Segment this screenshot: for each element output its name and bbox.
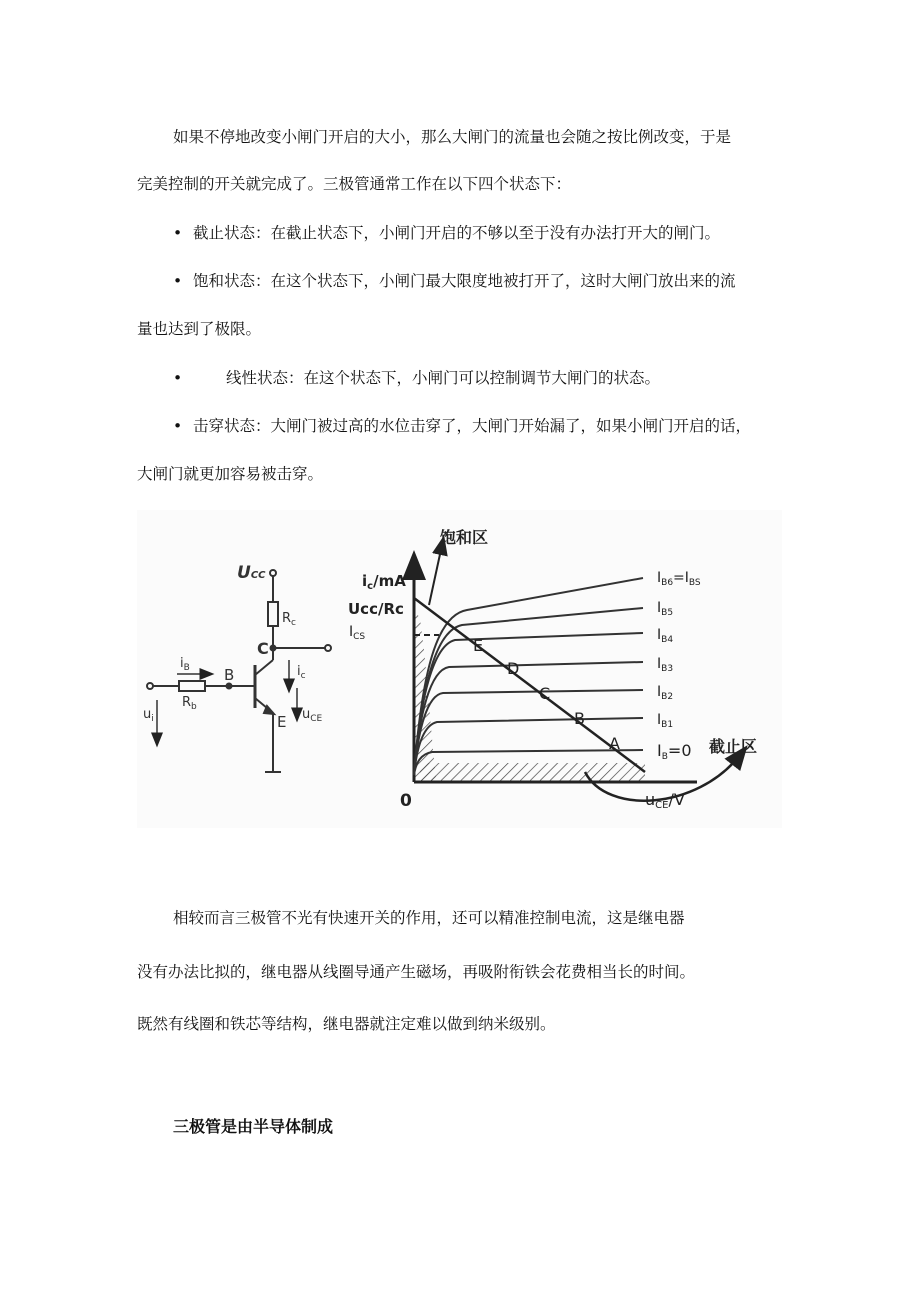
paragraph-2-line-3: 既然有线圈和铁芯等结构，继电器就注定难以做到纳米级别。 [137, 1015, 556, 1033]
ucc-label: UCC [237, 563, 266, 583]
y-axis-label: $i_c/mA$ [362, 572, 406, 592]
transistor-figure [137, 510, 782, 828]
bullet-marker: • [173, 369, 183, 387]
bullet-cutoff [173, 222, 720, 244]
bullet-marker: • [173, 417, 183, 435]
bullet-breakdown-continuation: 大闸门就更加容易被击穿。 [137, 465, 324, 483]
base-label: B [224, 666, 235, 684]
saturation-pointer-arrow [429, 545, 442, 605]
cutoff-region-hatch [420, 763, 645, 781]
paragraph-1-line-1: 如果不停地改变小闸门开启的大小，那么大闸门的流量也会随之按比例改变，于是 [173, 128, 732, 146]
bullet-text: 饱和状态：在这个状态下，小闸门最大限度地被打开了，这时大闸门放出来的流 [193, 272, 736, 290]
point-a: A [609, 734, 620, 753]
curve-label-ib5: $I_{B5}$ [657, 600, 674, 618]
ib-label: $i_B$ [180, 656, 190, 673]
ic-label: $i_c$ [297, 664, 306, 681]
ucc-rc-label: Ucc/Rc [348, 600, 404, 618]
ucc-terminal [270, 570, 276, 576]
emitter-arrow [264, 706, 274, 714]
paragraph-2-line-1: 相较而言三极管不光有快速开关的作用，还可以精准控制电流，这是继电器 [173, 909, 685, 927]
point-c: C [539, 684, 551, 703]
origin-label: 0 [400, 791, 412, 811]
paragraph-2-line-2: 没有办法比拟的，继电器从线圈导通产生磁场，再吸附衔铁会花费相当长的时间。 [137, 963, 696, 981]
curve-label-ib3: $I_{B3}$ [657, 656, 674, 674]
transistor-collector-leg [255, 660, 273, 675]
curve-ib4 [414, 633, 643, 775]
bullet-linear [173, 367, 660, 389]
cutoff-region-label: 截止区 [709, 737, 758, 756]
curve-label-ib1: $I_{B1}$ [657, 712, 674, 730]
junction [271, 646, 276, 651]
point-e: E [473, 636, 484, 655]
ics-label: $I_{CS}$ [349, 624, 366, 642]
uce-label: $u_{CE}$ [302, 707, 323, 724]
rc-label: $R_c$ [282, 611, 296, 628]
paragraph-1-line-2: 完美控制的开关就完成了。三极管通常工作在以下四个状态下： [137, 175, 572, 193]
curve-label-ib0: IB=0 [657, 741, 692, 762]
bullet-saturation [173, 270, 736, 292]
rb-resistor [179, 681, 205, 691]
x-axis-label: uCE/V [645, 790, 685, 811]
bullet-breakdown [173, 415, 751, 437]
bullet-marker: • [173, 224, 183, 242]
ui-label: $u_i$ [143, 707, 154, 724]
figure-svg [137, 510, 782, 828]
rb-label: $R_b$ [182, 695, 197, 712]
saturation-region-label: 饱和区 [440, 528, 489, 547]
output-terminal [325, 645, 331, 651]
junction [227, 684, 232, 689]
section-heading: 三极管是由半导体制成 [173, 1117, 334, 1136]
curve-ib2 [414, 690, 643, 775]
curve-label-ib6: $I_{B6}=I_{BS}$ [657, 570, 701, 588]
bullet-saturation-continuation: 量也达到了极限。 [137, 320, 262, 338]
point-d: D [507, 659, 520, 678]
bullet-text: 截止状态：在截止状态下，小闸门开启的不够以至于没有办法打开大的闸门。 [193, 224, 721, 242]
emitter-label: E [277, 713, 287, 731]
rc-resistor [268, 602, 278, 626]
input-terminal [147, 683, 153, 689]
curve-label-ib4: $I_{B4}$ [657, 627, 674, 645]
point-b: B [574, 709, 585, 728]
curve-labels [657, 570, 701, 762]
bullet-marker: • [173, 272, 183, 290]
bullet-text: 击穿状态：大闸门被过高的水位击穿了，大闸门开始漏了，如果小闸门开启的话， [193, 417, 752, 435]
collector-label: C [257, 639, 269, 658]
bullet-text: 线性状态：在这个状态下，小闸门可以控制调节大闸门的状态。 [226, 369, 661, 387]
curve-label-ib2: $I_{B2}$ [657, 684, 674, 702]
